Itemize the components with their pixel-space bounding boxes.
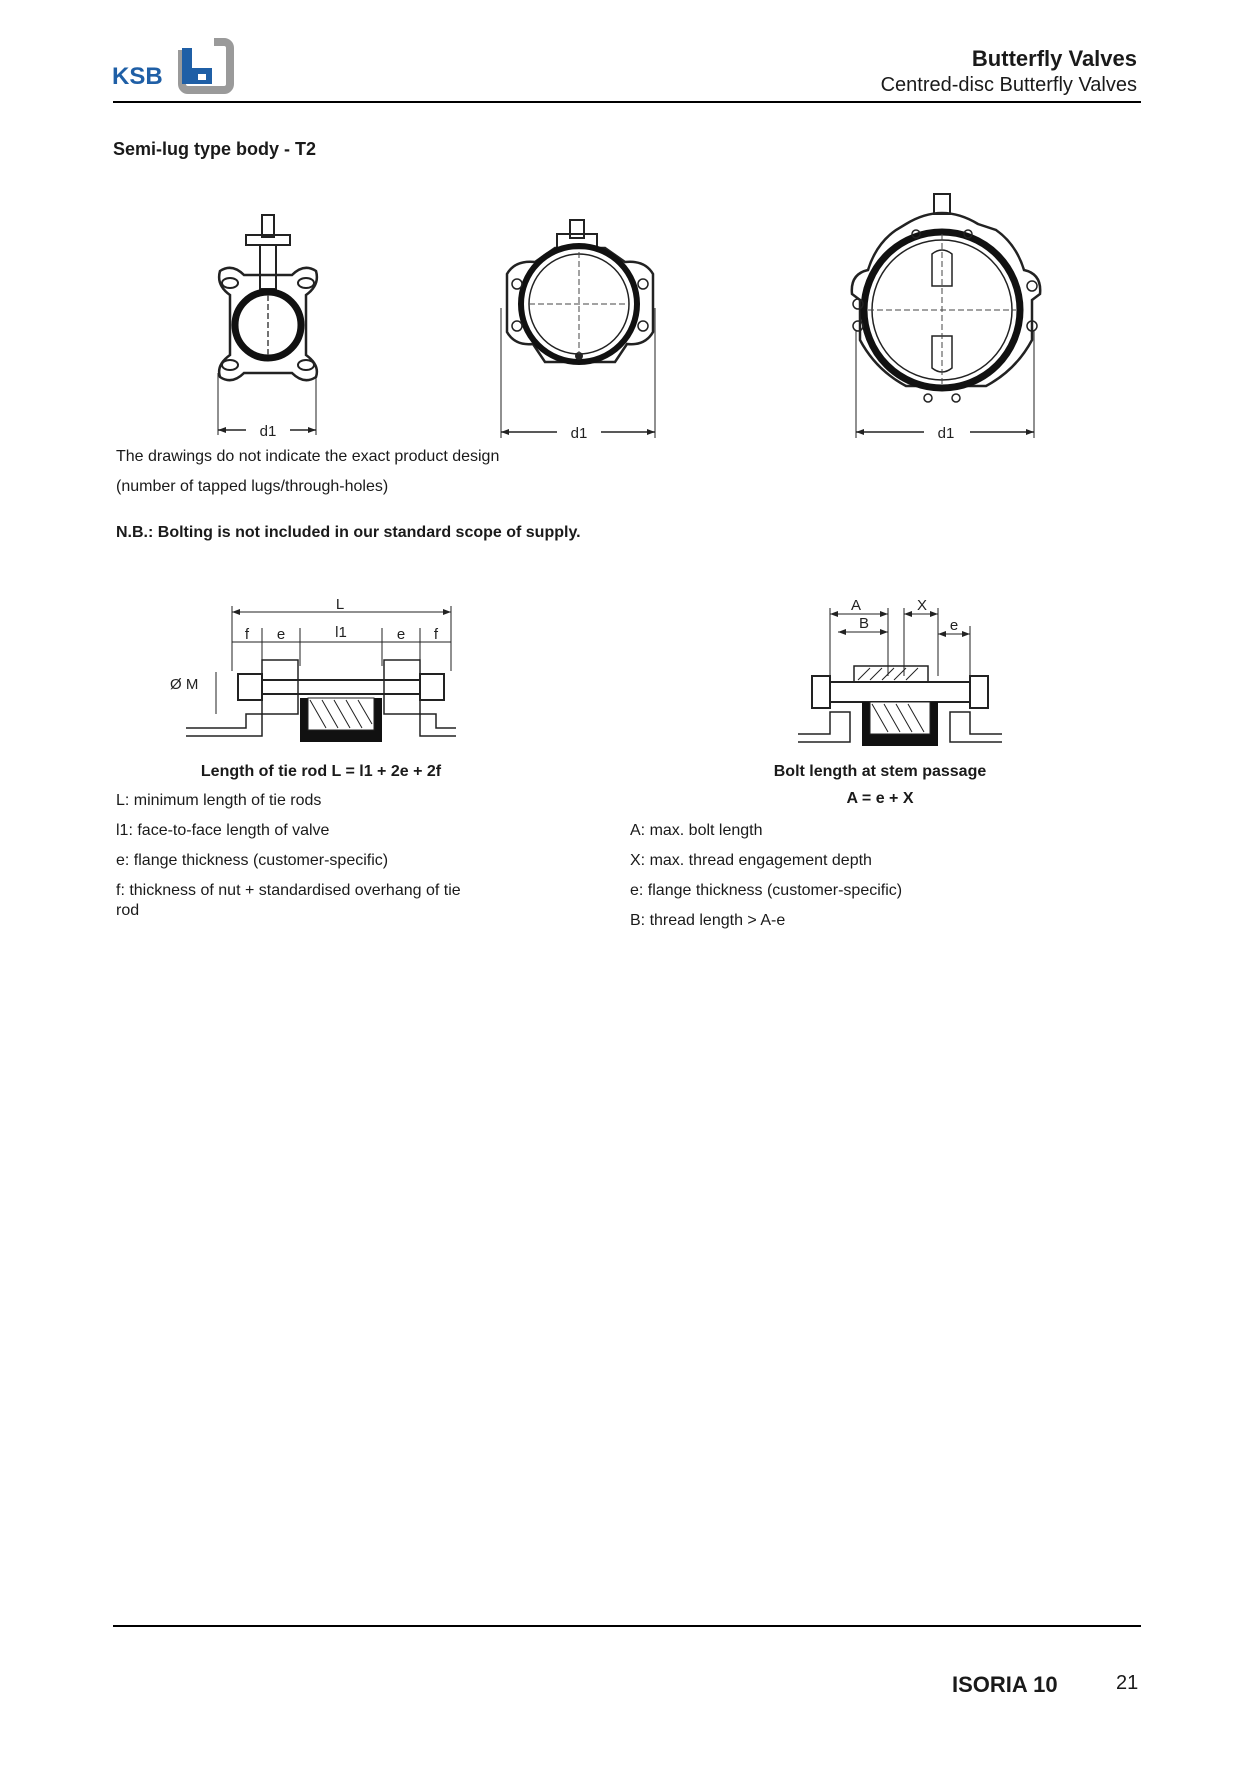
tie-rod-item-1: L: minimum length of tie rods xyxy=(116,792,322,809)
label-l1: l1 xyxy=(335,624,347,641)
label-dia-m: Ø M xyxy=(170,676,199,693)
tie-rod-item-4: f: thickness of nut + standardised overhang of tie xyxy=(116,882,461,899)
label-f-left: f xyxy=(244,626,250,643)
label-L: L xyxy=(335,596,345,613)
label-e-bolt: e xyxy=(949,617,959,634)
label-e-right: e xyxy=(396,626,406,643)
ksb-logo xyxy=(112,38,238,98)
drawing-note-line1: The drawings do not indicate the exact product design xyxy=(116,448,500,465)
bolt-caption: Bolt length at stem passage xyxy=(773,763,987,780)
valve-drawing-small xyxy=(210,205,330,445)
footer-rule xyxy=(113,1625,1141,1627)
bolt-item-3: e: flange thickness (customer-specific) xyxy=(630,882,903,899)
drawing-note-line2: (number of tapped lugs/through-holes) xyxy=(116,478,389,495)
label-A: A xyxy=(850,597,862,614)
d1-label-1: d1 xyxy=(259,423,277,440)
tie-rod-item-3: e: flange thickness (customer-specific) xyxy=(116,852,389,869)
footer-model: ISORIA 10 xyxy=(952,1672,1058,1697)
bolt-item-4: B: thread length > A-e xyxy=(630,912,786,929)
header-rule xyxy=(113,101,1141,103)
label-X: X xyxy=(916,597,928,614)
d1-label-3: d1 xyxy=(937,425,955,442)
ksb-logo-text: KSB xyxy=(112,63,163,90)
tie-rod-item-2: l1: face-to-face length of valve xyxy=(116,822,330,839)
d1-label-2: d1 xyxy=(570,425,588,442)
label-B: B xyxy=(858,615,870,632)
bolt-formula: A = e + X xyxy=(846,790,914,807)
bolt-diagram xyxy=(792,596,1008,752)
header-subtitle: Centred-disc Butterfly Valves xyxy=(880,74,1137,96)
tie-rod-diagram xyxy=(166,596,476,752)
bolt-item-1: A: max. bolt length xyxy=(630,822,763,839)
section-title: Semi-lug type body - T2 xyxy=(113,139,317,159)
nb-note: N.B.: Bolting is not included in our standard scope of supply. xyxy=(116,524,581,541)
label-f-right: f xyxy=(433,626,439,643)
valve-drawing-large xyxy=(846,190,1046,446)
tie-rod-caption: Length of tie rod L = l1 + 2e + 2f xyxy=(200,763,442,780)
header-title: Butterfly Valves xyxy=(971,46,1137,71)
bolt-item-2: X: max. thread engagement depth xyxy=(630,852,872,869)
label-e-left: e xyxy=(276,626,286,643)
page-number: 21 xyxy=(1116,1672,1139,1694)
tie-rod-item-5: rod xyxy=(116,902,140,919)
valve-drawing-medium xyxy=(495,212,665,450)
